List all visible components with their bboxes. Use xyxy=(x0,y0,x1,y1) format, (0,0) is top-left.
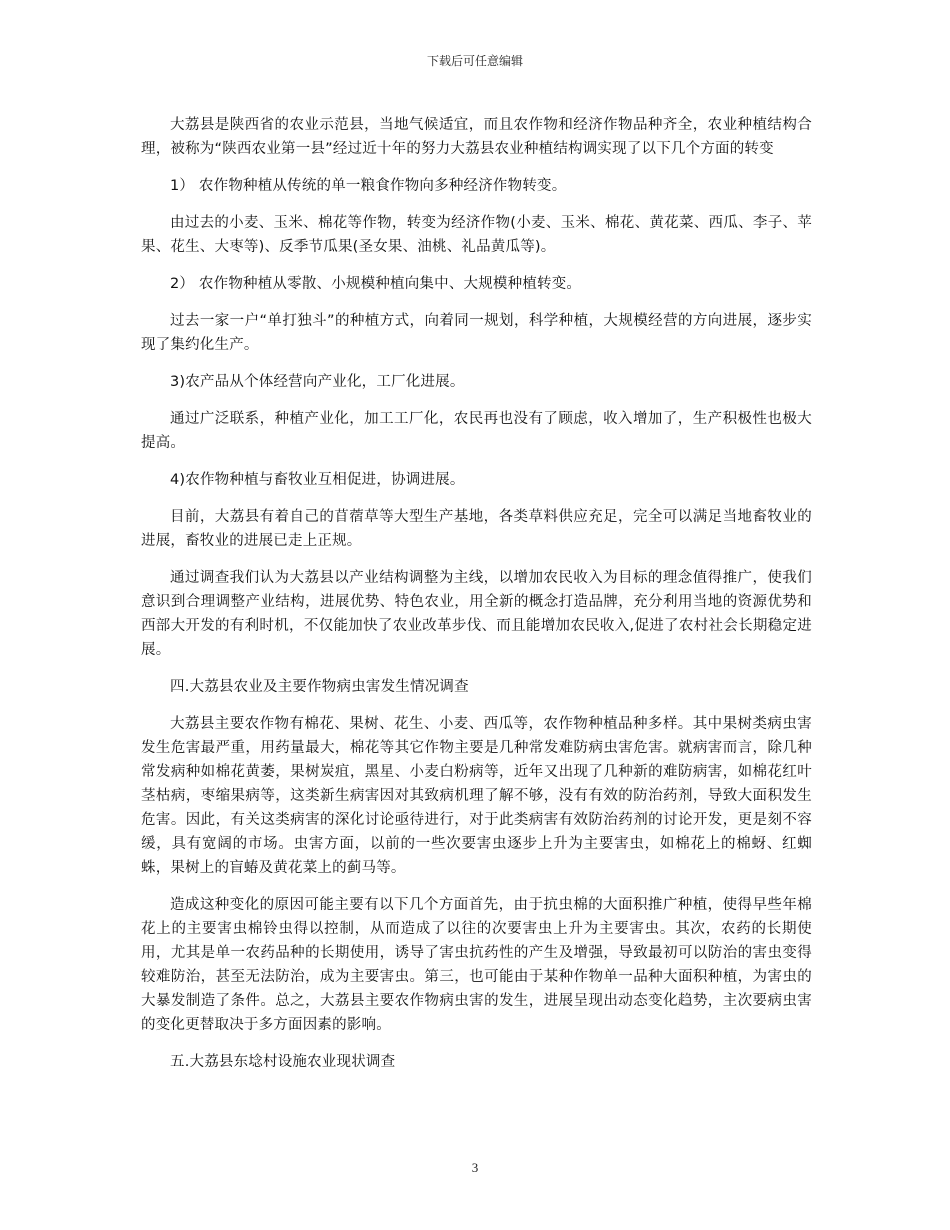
paragraph-item-4-detail: 目前，大荔县有着自己的苜蓿草等大型生产基地，各类草料供应充足，完全可以满足当地畜牧业的进展，畜牧业的进展已走上正规。 xyxy=(141,509,812,549)
paragraph-pests-causes: 造成这种变化的原因可能主要有以下几个方面首先，由于抗虫棉的大面积推广种植，使得早些年棉花上的主要害虫棉铃虫得以控制，从而造成了以往的次要害虫上升为主要害虫。其次，农药的长期使用，尤其是单一农药品种的长期使用，诱导了害虫抗药性的产生及增强，导致最初可以防治的害虫变得较难防治，甚至无法防治，成为主要害虫。第三，也可能由于某种作物单一品种大面积种植，为害虫的大暴发制造了条件。总之，大荔县主要农作物病虫害的发生，进展呈现出动态变化趋势，主次要病虫害的变化更替取决于多方面因素的影响。 xyxy=(141,897,812,1033)
list-item-2: 2） 农作物种植从零散、小规模种植向集中、大规模种植转变。 xyxy=(170,276,582,292)
paragraph-item-3-detail: 通过广泛联系，种植产业化，加工工厂化，农民再也没有了顾虑，收入增加了，生产积极性也极大提高。 xyxy=(141,411,812,451)
paragraph-intro: 大荔县是陕西省的农业示范县，当地气候适宜，而且农作物和经济作物品种齐全，农业种植结构合理，被称为“陕西农业第一县”经过近十年的努力大荔县农业种植结构调实现了以下几个方面的转变 xyxy=(141,117,812,157)
page-number: 3 xyxy=(471,1160,479,1175)
paragraph-item-2-detail: 过去一家一户“单打独斗”的种植方式，向着同一规划，科学种植，大规模经营的方向进展，逐步实现了集约化生产。 xyxy=(141,313,812,353)
paragraph-pests-overview: 大荔县主要农作物有棉花、果树、花生、小麦、西瓜等，农作物种植品种多样。其中果树类病虫害发生危害最严重，用药量最大，棉花等其它作物主要是几种常发难防病虫害危害。就病害而言，除几种常发病种如棉花黄萎，果树炭疽，黑星、小麦白粉病等，近年又出现了几种新的难防病害，如棉花红叶茎枯病，枣缩果病等，这类新生病害因对其致病机理了解不够，没有有效的防治药剂，导致大面积发生危害。因此，有关这类病害的深化讨论亟待进行，对于此类病害有效防治药剂的讨论开发，更是刻不容缓，具有宽阔的市场。虫害方面，以前的一些次要害虫逐步上升为主要害虫，如棉花上的棉蚜、红蜘蛛，果树上的盲蝽及黄花菜上的蓟马等。 xyxy=(141,716,812,876)
paragraph-item-1-detail: 由过去的小麦、玉米、棉花等作物，转变为经济作物(小麦、玉米、棉花、黄花菜、西瓜、李子、苹果、花生、大枣等)、反季节瓜果(圣女果、油桃、礼品黄瓜等)。 xyxy=(141,215,812,255)
document-body xyxy=(141,113,812,1087)
section-heading-4: 四.大荔县农业及主要作物病虫害发生情况调查 xyxy=(170,679,469,695)
section-heading-5: 五.大荔县东埝村设施农业现状调查 xyxy=(170,1054,396,1070)
list-item-1: 1） 农作物种植从传统的单一粮食作物向多种经济作物转变。 xyxy=(170,178,567,194)
paragraph-conclusion: 通过调查我们认为大荔县以产业结构调整为主线，以增加农民收入为目标的理念值得推广，使我们意识到合理调整产业结构，进展优势、特色农业，用全新的概念打造品牌，充分利用当地的资源优势和西部大开发的有利时机，不仅能加快了农业改革步伐、而且能增加农民收入,促进了农村社会长期稳定进展。 xyxy=(141,570,812,658)
list-item-4: 4)农作物种植与畜牧业互相促进，协调进展。 xyxy=(170,472,465,488)
list-item-3: 3)农产品从个体经营向产业化，工厂化进展。 xyxy=(170,374,465,390)
page-header: 下载后可任意编辑 xyxy=(426,54,523,68)
